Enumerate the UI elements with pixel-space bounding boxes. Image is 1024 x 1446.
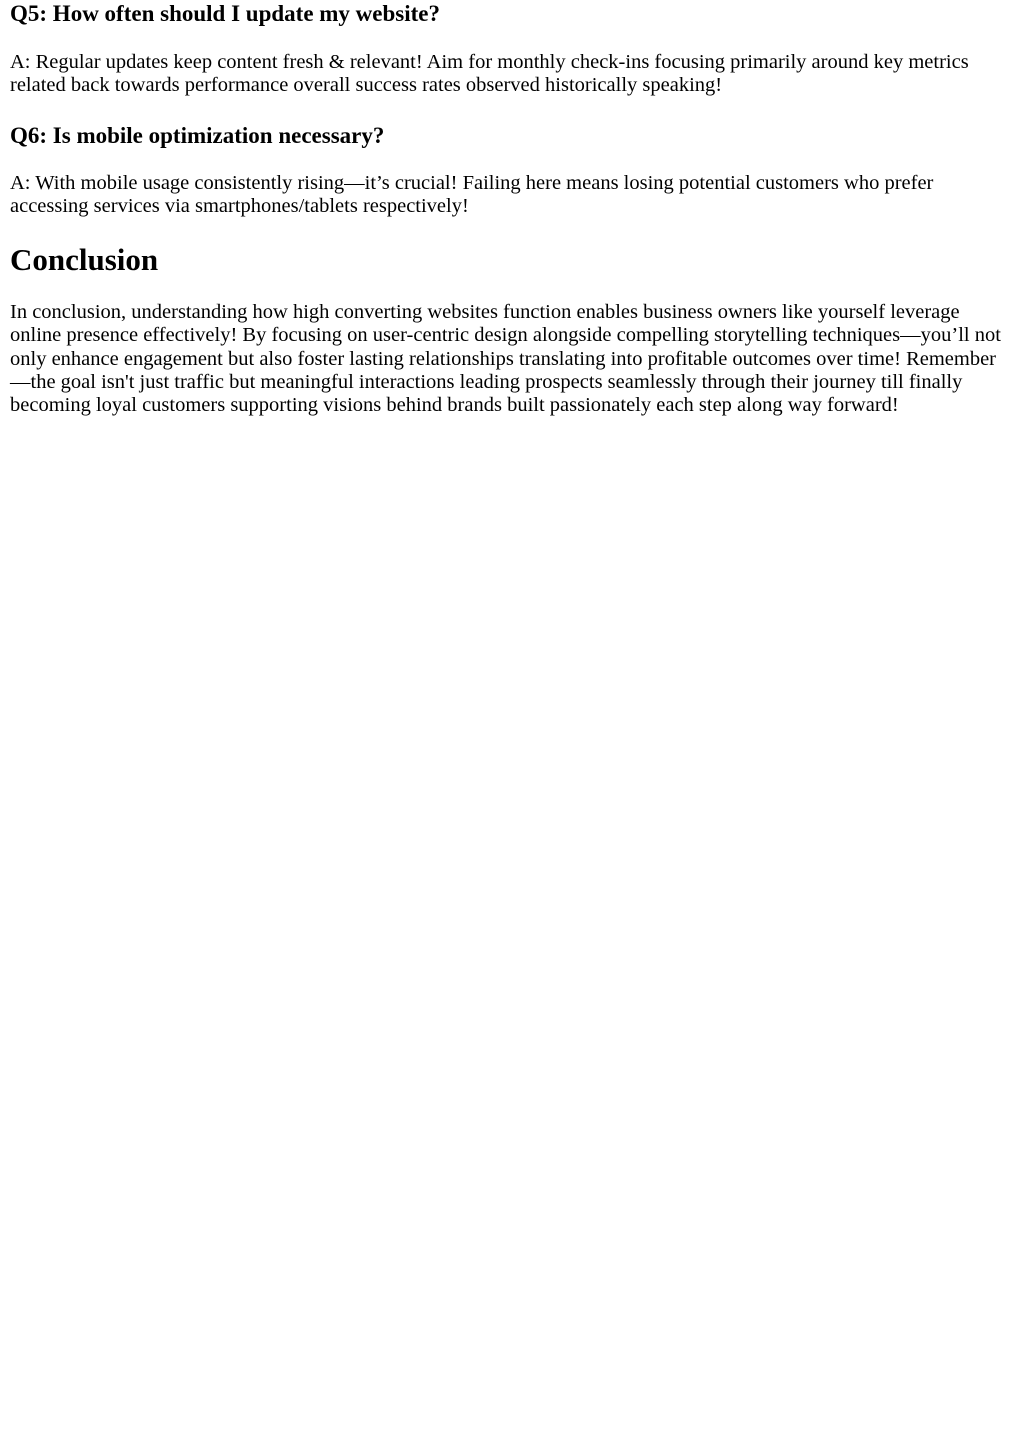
faq-item-q6	[10, 122, 1014, 219]
conclusion-heading: Conclusion	[10, 242, 159, 278]
conclusion-section	[10, 242, 1014, 417]
faq-question: Q6: Is mobile optimization necessary?	[10, 122, 385, 148]
article-content	[0, 0, 1024, 418]
faq-question: Q5: How often should I update my website?	[10, 1, 441, 26]
conclusion-paragraph: In conclusion, understanding how high converting websites function enables business owners like yourself leverage online presence effectively! By focusing on user-centric design alongside compelling storytelling techniques—you’ll not only enhance engagement but also foster lasting relationships translating into profitable outcomes over time! Remember—the goal isn't just traffic but meaningful interactions leading prospects seamlessly through their journey till finally becoming loyal customers supporting visions behind brands built passionately each step along way forward!	[10, 301, 1001, 417]
faq-answer: A: With mobile usage consistently rising—it’s crucial! Failing here means losing potential customers who prefer accessing services via smartphones/tablets respectively!	[10, 171, 934, 217]
faq-item-q5	[10, 0, 1014, 98]
faq-answer: A: Regular updates keep content fresh & relevant! Aim for monthly check-ins focusing primarily around key metrics related back towards performance overall success rates observed historically speaking!	[10, 51, 969, 97]
